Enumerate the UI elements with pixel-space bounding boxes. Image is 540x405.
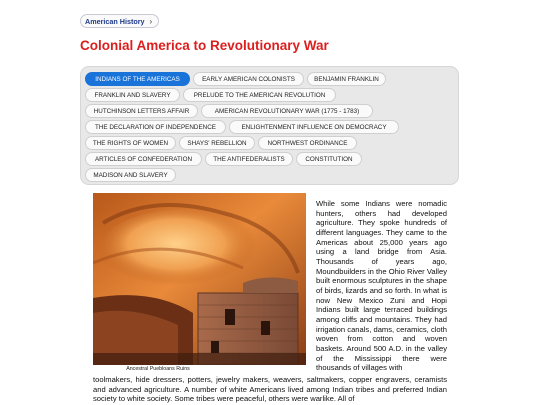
tab-indians-of-the-americas[interactable]: INDIANS OF THE AMERICAS bbox=[85, 72, 190, 86]
tab-declaration-of-independence[interactable]: THE DECLARATION OF INDEPENDENCE bbox=[85, 120, 226, 134]
tab-early-american-colonists[interactable]: EARLY AMERICAN COLONISTS bbox=[193, 72, 304, 86]
tab-prelude-to-the-american-revolution[interactable]: PRELUDE TO THE AMERICAN REVOLUTION bbox=[183, 88, 336, 102]
tab-rights-of-women[interactable]: THE RIGHTS OF WOMEN bbox=[85, 136, 176, 150]
tab-shays-rebellion[interactable]: SHAYS' REBELLION bbox=[179, 136, 255, 150]
tab-hutchinson-letters-affair[interactable]: HUTCHINSON LETTERS AFFAIR bbox=[85, 104, 198, 118]
tab-enlightenment-influence-on-democracy[interactable]: ENLIGHTENMENT INFLUENCE ON DEMOCRACY bbox=[229, 120, 399, 134]
tab-franklin-and-slavery[interactable]: FRANKLIN AND SLAVERY bbox=[85, 88, 180, 102]
breadcrumb[interactable] bbox=[80, 14, 159, 28]
tab-northwest-ordinance[interactable]: NORTHWEST ORDINANCE bbox=[258, 136, 357, 150]
article-paragraph-right: While some Indians were nomadic hunters, others had developed agriculture. They spoke hundreds of different languages. They came to the Americas about 25,000 years ago using a land bridge from Asia. Thousands of years ago, Moundbuilders in the Ohio River Valley built enormous sculptures in the shape of birds, lizards and so forth. In what is now New Mexico Zuni and Hopi Indians built large terraced buildings among cliffs and mountains. They had irrigation canals, dams, ceramics, cloth woven from cotton and woven baskets. Around 500 A.D. in the valley of the Mississippi there were thousands of villages with bbox=[316, 199, 447, 373]
page-title: Colonial America to Revolutionary War bbox=[80, 38, 329, 53]
tab-the-antifederalists[interactable]: THE ANTIFEDERALISTS bbox=[205, 152, 293, 166]
article-figure bbox=[93, 193, 306, 375]
topic-tab-panel bbox=[80, 66, 459, 185]
image-caption: Ancestral Puebloans Ruins bbox=[126, 366, 190, 372]
tab-articles-of-confederation[interactable]: ARTICLES OF CONFEDERATION bbox=[85, 152, 202, 166]
tab-constitution[interactable]: CONSTITUTION bbox=[296, 152, 362, 166]
tab-american-revolutionary-war[interactable]: AMERICAN REVOLUTIONARY WAR (1775 - 1783) bbox=[201, 104, 373, 118]
article-paragraph-bottom: toolmakers, hide dressers, potters, jewelry makers, weavers, saltmakers, copper engravers, ceramists and advanced agriculture. A number of white Americans lived among Indian tribes and preferred Indian society to white society. Some tribes were peaceful, others were warlike. All of bbox=[93, 375, 447, 404]
ancestral-puebloans-ruins-photo bbox=[93, 193, 306, 365]
chevron-right-icon: › bbox=[149, 16, 153, 26]
tab-benjamin-franklin[interactable]: BENJAMIN FRANKLIN bbox=[307, 72, 386, 86]
article-content bbox=[80, 190, 459, 405]
breadcrumb-label[interactable]: American History bbox=[85, 16, 145, 26]
tab-madison-and-slavery[interactable]: MADISON AND SLAVERY bbox=[85, 168, 176, 182]
